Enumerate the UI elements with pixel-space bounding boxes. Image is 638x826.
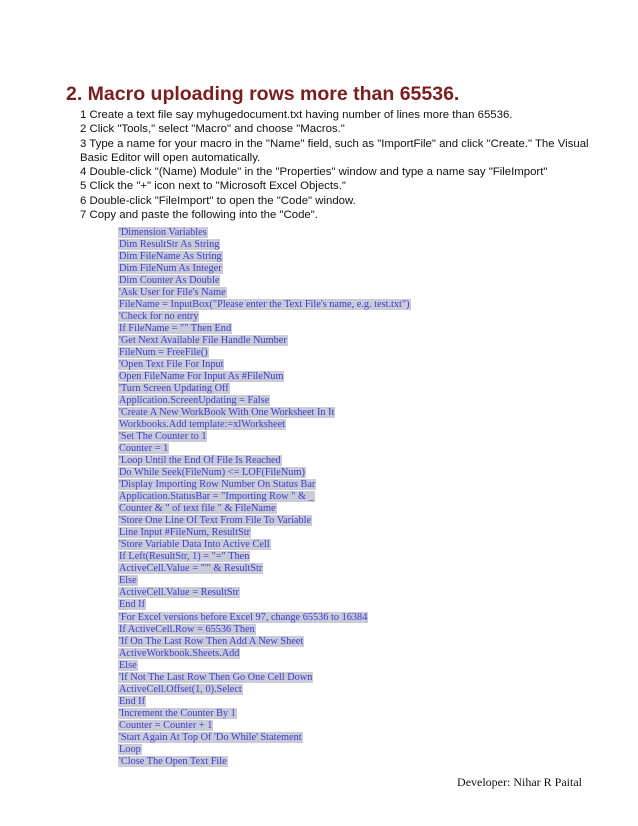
section-heading: 2. Macro uploading rows more than 65536. — [66, 83, 460, 105]
code-line-text: Do While Seek(FileNum) <= LOF(FileNum) — [119, 467, 305, 479]
footer-credit: Developer: Nihar R Paital — [457, 775, 582, 789]
code-line-text: ActiveCell.Value = ResultStr — [119, 587, 239, 599]
code-line — [118, 696, 411, 708]
code-line-text: 'If On The Last Row Then Add A New Sheet — [119, 635, 304, 647]
code-line — [118, 756, 411, 768]
steps-list — [80, 108, 600, 222]
code-line — [118, 275, 411, 287]
code-line-text: 'Dimension Variables — [119, 227, 207, 238]
code-line — [118, 539, 411, 551]
code-line — [118, 311, 411, 323]
code-line — [118, 624, 411, 636]
code-line — [118, 371, 411, 383]
code-line-text: 'Close The Open Text File — [119, 755, 227, 767]
step-item: 6 Double-click "FileImport" to open the "Code" window. — [80, 194, 356, 207]
code-line — [118, 612, 411, 624]
code-line-text: If FileName = "" Then End — [119, 323, 232, 335]
code-line-text: 'For Excel versions before Excel 97, change 65536 to 16384 — [119, 611, 368, 623]
step-item: 3 Type a name for your macro in the "Name" field, such as "ImportFile" and click "Create." The Visual Basic Editor will open automatically. — [80, 137, 589, 164]
code-line — [118, 347, 411, 359]
code-line-text: End If — [119, 599, 146, 611]
code-line-text: 'Loop Until the End Of File Is Reached — [119, 455, 281, 467]
code-line — [118, 467, 411, 479]
code-line-text: Dim FileNum As Integer — [119, 263, 222, 275]
step-item: 2 Click "Tools," select "Macro" and choose "Macros." — [80, 123, 345, 136]
code-line — [118, 708, 411, 720]
code-line — [118, 443, 411, 455]
code-line-text: Counter = Counter + 1 — [119, 719, 213, 731]
code-line-text: Application.StatusBar = "Importing Row " & _ — [119, 491, 314, 503]
code-line — [118, 395, 411, 407]
step-item: 4 Double-click "(Name) Module" in the "Properties" window and type a name say "FileImport" — [80, 166, 548, 179]
code-line — [118, 431, 411, 443]
code-line-text: End If — [119, 695, 146, 707]
code-line — [118, 335, 411, 347]
code-line-text: 'Start Again At Top Of 'Do While' Statement — [119, 731, 302, 743]
code-line — [118, 323, 411, 335]
code-line — [118, 684, 411, 696]
code-line — [118, 299, 411, 311]
code-line — [118, 407, 411, 419]
code-line — [118, 563, 411, 575]
code-line-text: ActiveCell.Offset(1, 0).Select — [119, 683, 242, 695]
code-line — [118, 479, 411, 491]
code-line — [118, 383, 411, 395]
code-line — [118, 503, 411, 515]
code-line — [118, 587, 411, 599]
code-line — [118, 660, 411, 672]
code-line-text: ActiveCell.Value = "'" & ResultStr — [119, 563, 263, 575]
code-line-text: Dim ResultStr As String — [119, 239, 220, 251]
code-line-text: FileNum = FreeFile() — [119, 347, 208, 359]
code-line — [118, 359, 411, 371]
code-line-text: Line Input #FileNum, ResultStr — [119, 527, 250, 539]
code-line-text: FileName = InputBox("Please enter the Text File's name, e.g. test.txt") — [119, 299, 410, 311]
code-line — [118, 251, 411, 263]
code-line-text: 'Ask User for File's Name — [119, 287, 226, 299]
code-line — [118, 515, 411, 527]
code-line-text: 'Store One Line Of Text From File To Variable — [119, 515, 312, 527]
code-line — [118, 672, 411, 684]
code-line-text: 'Open Text File For Input — [119, 359, 224, 371]
code-line-text: 'Increment the Counter By 1 — [119, 707, 236, 719]
code-block — [118, 227, 411, 768]
code-line — [118, 720, 411, 732]
code-line — [118, 455, 411, 467]
code-line — [118, 636, 411, 648]
code-line — [118, 732, 411, 744]
code-line-text: Else — [119, 575, 137, 587]
code-line-text: 'Store Variable Data Into Active Cell — [119, 539, 270, 551]
code-line — [118, 419, 411, 431]
code-line-text: Counter = 1 — [119, 443, 169, 455]
code-line — [118, 287, 411, 299]
code-line-text: Loop — [119, 743, 141, 755]
code-line-text: Workbooks.Add template:=xlWorksheet — [119, 419, 286, 431]
step-item: 7 Copy and paste the following into the "Code". — [80, 209, 318, 222]
code-line-text: 'Set The Counter to 1 — [119, 431, 207, 443]
code-line — [118, 263, 411, 275]
step-item: 5 Click the "+" icon next to "Microsoft Excel Objects." — [80, 180, 346, 193]
code-line — [118, 575, 411, 587]
code-line-text: If ActiveCell.Row = 65536 Then — [119, 623, 255, 635]
code-line-text: Dim Counter As Double — [119, 275, 220, 287]
code-line — [118, 551, 411, 563]
code-line-text: Application.ScreenUpdating = False — [119, 395, 270, 407]
code-line — [118, 491, 411, 503]
code-line-text: If Left(ResultStr, 1) = "=" Then — [119, 551, 250, 563]
code-line-text: 'Turn Screen Updating Off — [119, 383, 229, 395]
code-line-text: Dim FileName As String — [119, 251, 222, 263]
code-line-text: Counter & " of text file " & FileName — [119, 503, 276, 515]
code-line-text: 'Get Next Available File Handle Number — [119, 335, 287, 347]
code-line — [118, 648, 411, 660]
code-line-text: 'Display Importing Row Number On Status Bar — [119, 479, 316, 491]
code-line — [118, 599, 411, 611]
code-line — [118, 744, 411, 756]
code-line — [118, 527, 411, 539]
code-line-text: Open FileName For Input As #FileNum — [119, 371, 284, 383]
code-line-text: ActiveWorkbook.Sheets.Add — [119, 647, 240, 659]
code-line-text: 'Create A New WorkBook With One Worksheet In It — [119, 407, 335, 419]
code-line — [118, 227, 411, 239]
code-line — [118, 239, 411, 251]
code-line-text: 'If Not The Last Row Then Go One Cell Down — [119, 671, 313, 683]
code-line-text: 'Check for no entry — [119, 311, 199, 323]
step-item: 1 Create a text file say myhugedocument.txt having number of lines more than 65536. — [80, 109, 513, 121]
code-line-text: Else — [119, 659, 137, 671]
